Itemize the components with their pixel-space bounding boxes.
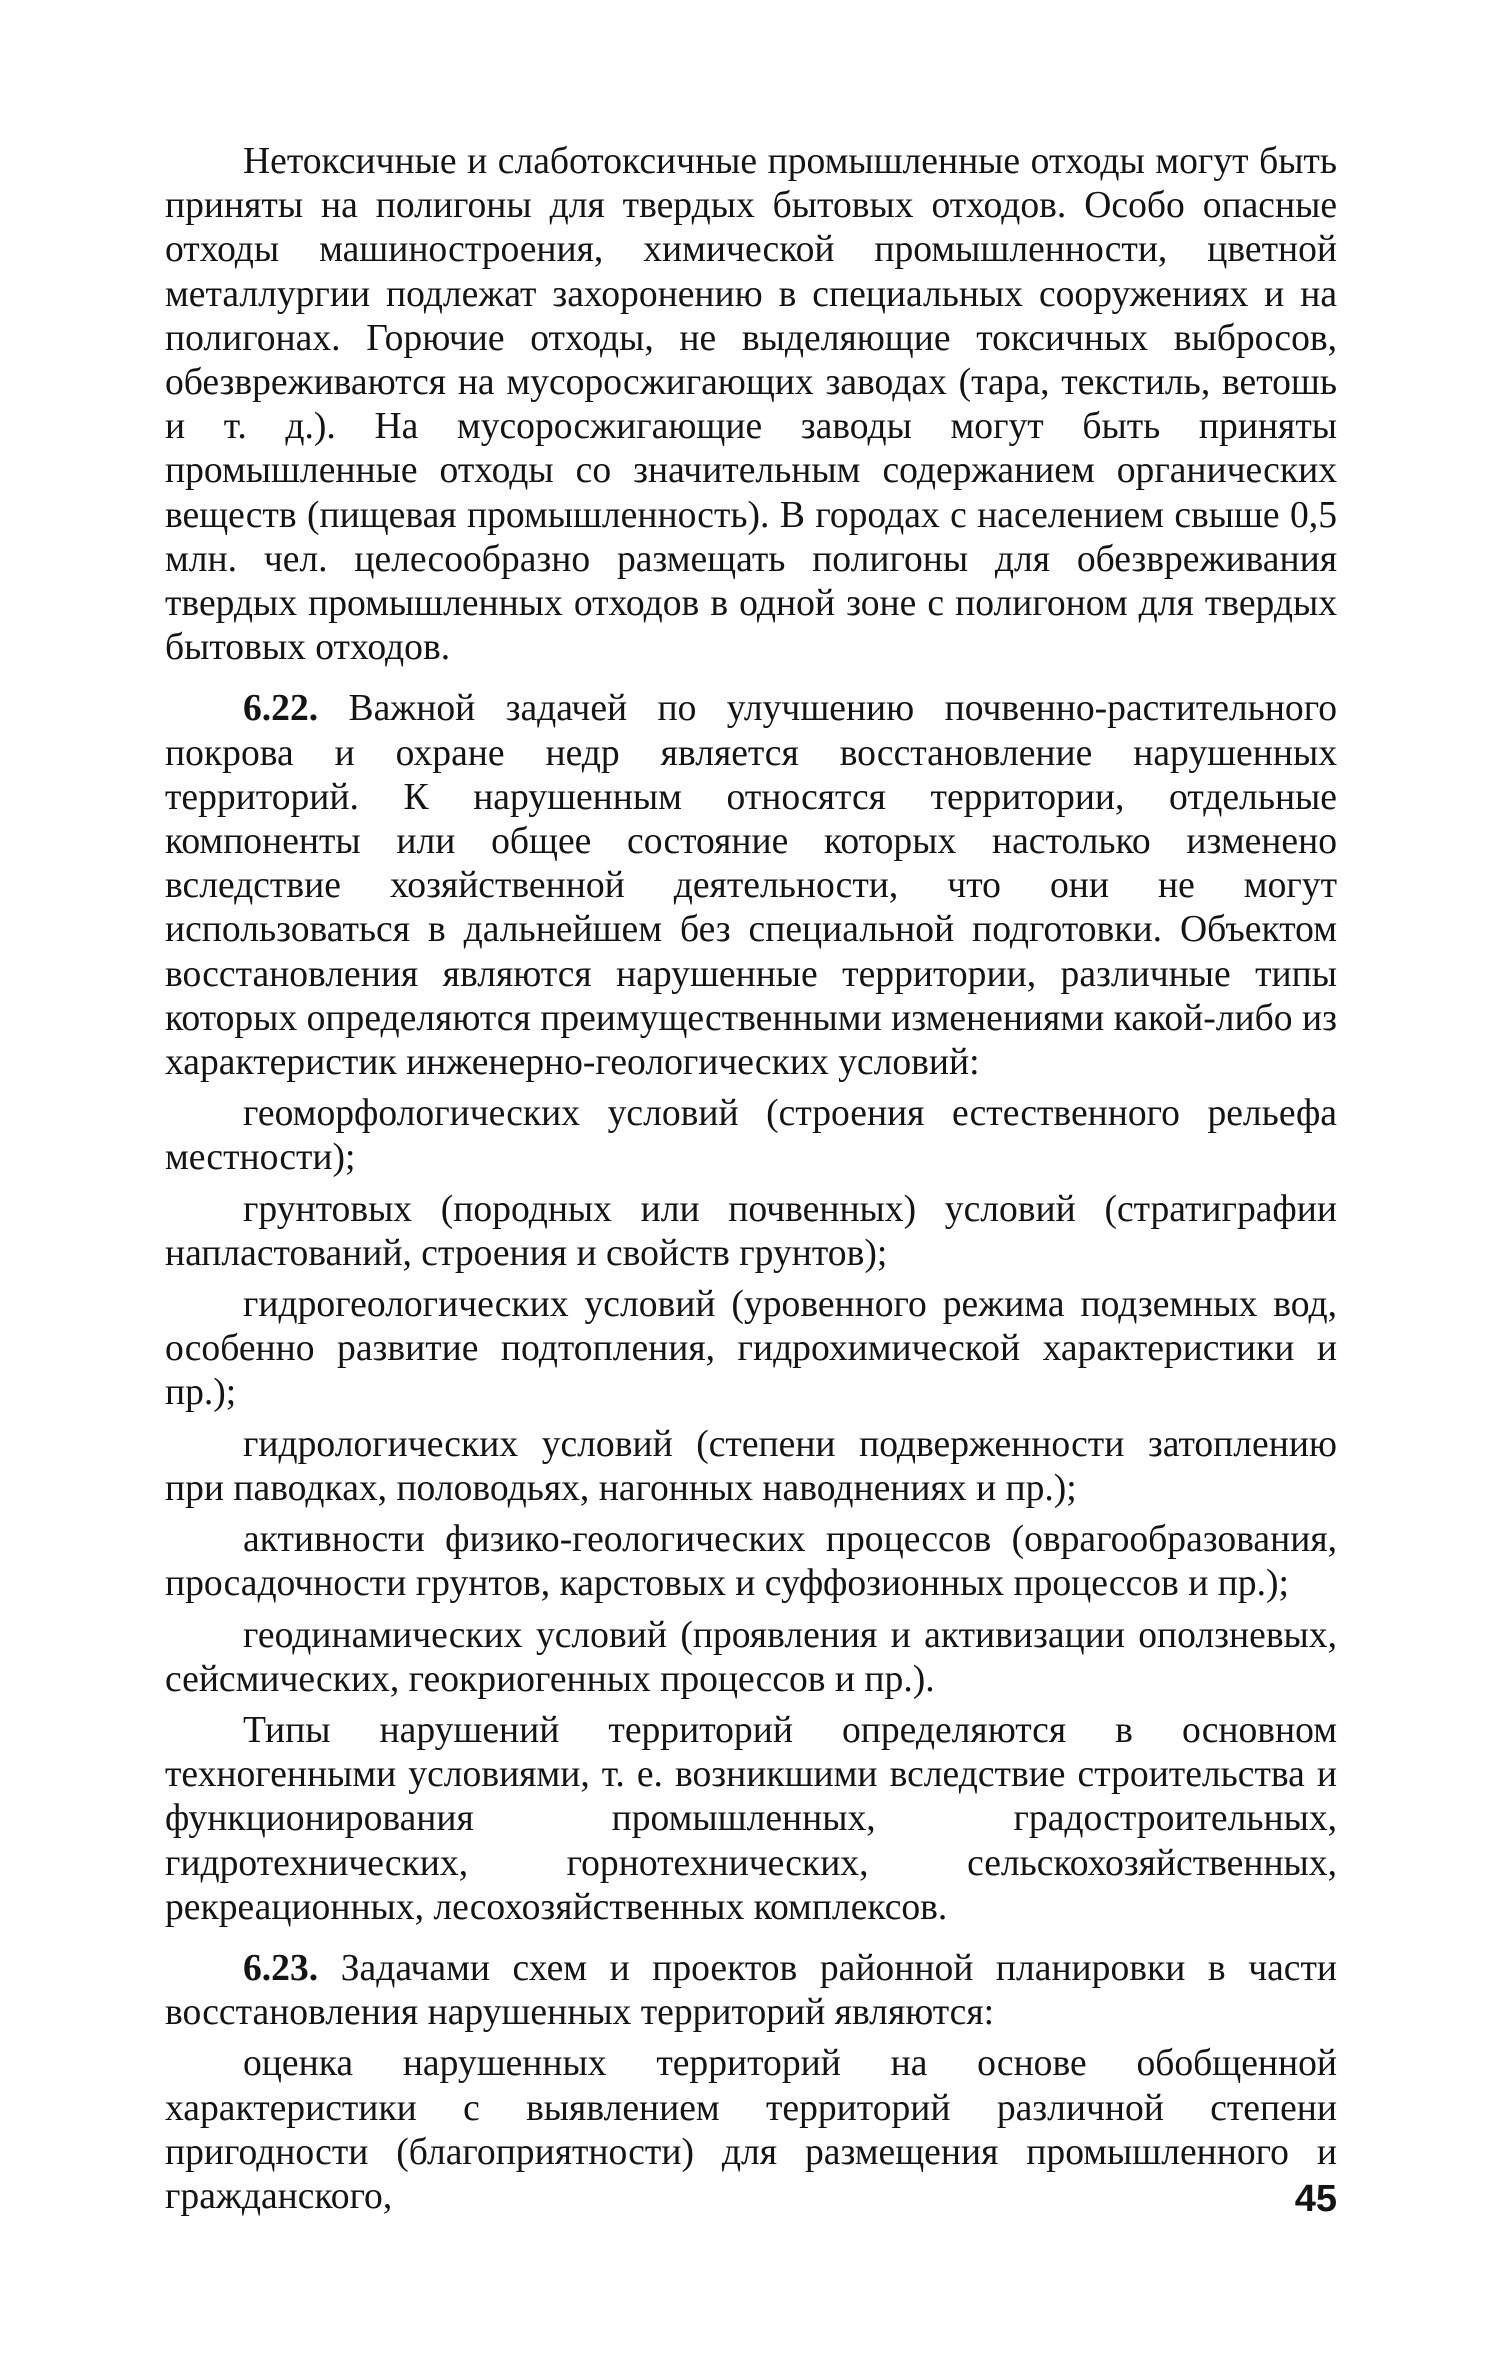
page-number: 45 [1294, 2178, 1337, 2220]
section-number: 6.23. [243, 1947, 319, 1989]
list-item-hydrological: гидрологических условий (степени подверженности затоплению при паводках, половодьях, нагонных наводнениях и пр.); [165, 1423, 1337, 1509]
section-text: Задачами схем и проектов районной планировки в части восстановления нарушенных территорий являются: [165, 1947, 1337, 2034]
page-body [165, 140, 1337, 2219]
section-6-23 [165, 1947, 1337, 2035]
section-text: Важной задачей по улучшению почвенно-растительного покрова и охране недр является восстановление нарушенных территорий. К нарушенным относятся территории, отдельные компоненты или общее состояние которых настолько изменено вследствие хозяйственной деятельности, что они не могут использоваться в дальнейшем без специальной подготовки. Объектом восстановления являются нарушенные территории, различные типы которых определяются преимущественными изменениями какой-либо из характеристик инженерно-геологических условий: [165, 688, 1337, 1084]
paragraph-waste-disposal: Нетоксичные и слаботоксичные промышленные отходы могут быть приняты на полигоны для твердых бытовых отходов. Особо опасные отходы машиностроения, химической промышленности, цветной металлургии подлежат захоронению в специальных сооружениях и на полигонах. Горючие отходы, не выделяющие токсичных выбросов, обезвреживаются на мусоросжигающих заводах (тара, текстиль, ветошь и т. д.). На мусоросжигающие заводы могут быть приняты промышленные отходы со значительным содержанием органических веществ (пищевая промышленность). В городах с населением свыше 0,5 млн. чел. целесообразно размещать полигоны для обезвреживания твердых промышленных отходов в одной зоне с полигоном для твердых бытовых отходов. [165, 141, 1337, 669]
list-item-geodynamic: геодинамических условий (проявления и активизации оползневых, сейсмических, геокриогенных процессов и пр.). [165, 1614, 1337, 1700]
list-item-geomorphological: геоморфологических условий (строения естественного рельефа местности); [165, 1093, 1337, 1179]
list-item-hydrogeological: гидрогеологических условий (уровенного режима подземных вод, особенно развитие подтопления, гидрохимической характеристики и пр.); [165, 1284, 1337, 1414]
section-number: 6.22. [243, 688, 319, 730]
paragraph-violation-types: Типы нарушений территорий определяются в основном техногенными условиями, т. е. возникшими вследствие строительства и функционирования промышленных, градостроительных, гидротехнических, горнотехнических, сельскохозяйственных, рекреационных, лесохозяйственных комплексов. [165, 1709, 1337, 1928]
section-6-22 [165, 687, 1337, 1085]
list-item-ground: грунтовых (породных или почвенных) условий (стратиграфии напластований, строения и свойств грунтов); [165, 1188, 1337, 1274]
list-item-physical-geological: активности физико-геологических процессов (оврагообразования, просадочности грунтов, карстовых и суффозионных процессов и пр.); [165, 1519, 1337, 1605]
list-item-assessment: оценка нарушенных территорий на основе обобщенной характеристики с выявлением территорий различной степени пригодности (благоприятности) для размещения промышленного и гражданского, [165, 2043, 1337, 2217]
